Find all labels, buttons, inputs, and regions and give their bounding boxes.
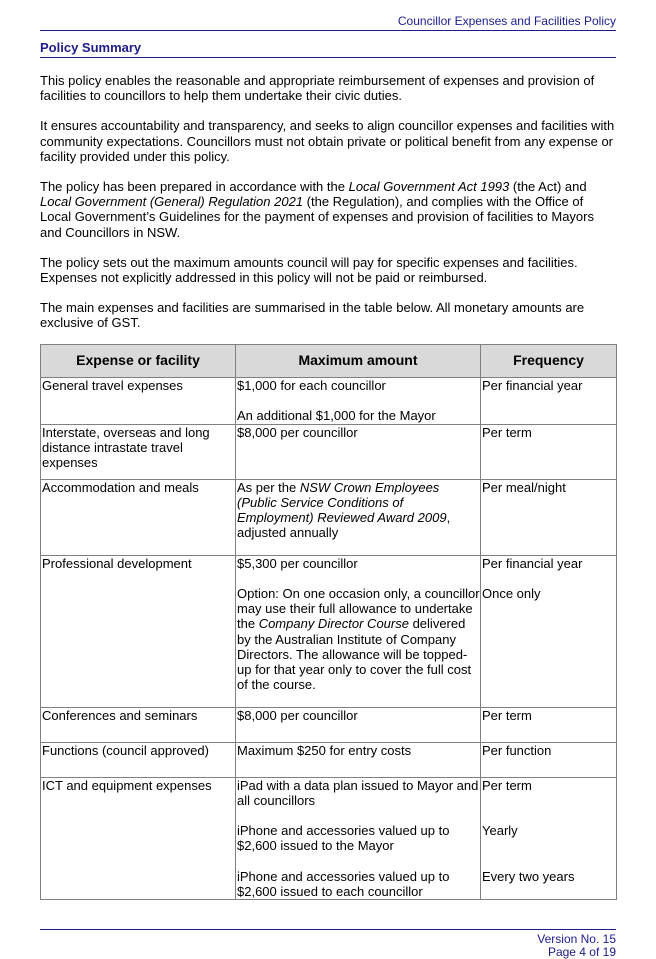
cell-frequency: Per meal/night — [481, 479, 617, 555]
table-row — [41, 555, 617, 707]
version-number: Version No. 15 — [537, 932, 616, 946]
table-row — [41, 742, 617, 777]
cell-expense: Accommodation and meals — [41, 479, 236, 555]
paragraph-1: This policy enables the reasonable and appropriate reimbursement of expenses and provision of facilities to councillors to help them undertake their civic duties. — [40, 73, 595, 104]
act-reference: Local Government Act 1993 — [348, 179, 510, 195]
cell-expense: Professional development — [41, 555, 236, 707]
cell-frequency: Per term Yearly Every two years — [481, 777, 617, 900]
cell-amount: $1,000 for each councillor An additional $1,000 for the Mayor — [236, 378, 481, 425]
cell-amount: Maximum $250 for entry costs — [236, 742, 481, 777]
cell-amount: $8,000 per councillor — [236, 424, 481, 479]
running-header — [40, 14, 616, 31]
paragraph-3: The policy has been prepared in accordance with the Local Government Act 1993 (the Act) and Local Government (General) Regulation 2021 (the Regulation), and complies with the Office of Local Government’s Guidelines for the payment of expenses and provision of facilities to Mayors and Councillors in NSW. — [40, 179, 594, 240]
paragraph-4: The policy sets out the maximum amounts council will pay for specific expenses and facilities. Expenses not explicitly addressed in this policy will not be paid or reimbursed. — [40, 254, 578, 286]
cell-expense: Functions (council approved) — [41, 742, 236, 777]
cell-frequency: Per financial year Once only — [481, 555, 617, 707]
table-row — [41, 777, 617, 900]
cell-frequency: Per term — [481, 707, 617, 742]
table-row — [41, 378, 617, 425]
page-number: Page 4 of 19 — [547, 945, 616, 959]
section-heading — [40, 40, 616, 58]
cell-expense: Conferences and seminars — [41, 707, 236, 742]
paragraph-2: It ensures accountability and transparency, and seeks to align councillor expenses and facilities with community expectations. Councillors must not obtain private or political benefit from any expense or facility provided under this policy. — [40, 118, 615, 164]
page-footer — [40, 929, 616, 959]
expenses-table — [40, 344, 617, 900]
cell-frequency: Per term — [481, 424, 617, 479]
cell-expense: Interstate, overseas and long distance intrastate travel expenses — [41, 424, 236, 479]
column-header-expense: Expense or facility — [41, 345, 236, 378]
cell-frequency: Per financial year — [481, 378, 617, 425]
cell-amount: $8,000 per councillor — [236, 707, 481, 742]
course-reference: Company Director Course — [258, 616, 409, 632]
cell-expense: General travel expenses — [41, 378, 236, 425]
paragraph-5: The main expenses and facilities are summarised in the table below. All monetary amounts are exclusive of GST. — [40, 300, 585, 331]
table-row — [41, 424, 617, 479]
document-title: Councillor Expenses and Facilities Policy — [397, 14, 616, 28]
award-reference: NSW Crown Employees (Public Service Conditions of Employment) Reviewed Award 2009 — [237, 479, 447, 525]
cell-amount: $5,300 per councillor Option: On one occasion only, a councillor may use their full allowance to undertake the Company Director Course delivered by the Australian Institute of Company Directors. The allowance will be topped-up for that year only to cover the full cost of the course. — [236, 555, 481, 707]
table-row — [41, 479, 617, 555]
policy-summary-text — [40, 73, 615, 346]
column-header-amount: Maximum amount — [236, 345, 481, 378]
cell-expense: ICT and equipment expenses — [41, 777, 236, 900]
regulation-reference: Local Government (General) Regulation 2021 — [40, 194, 304, 210]
cell-amount: iPad with a data plan issued to Mayor and all councillors iPhone and accessories valued up to $2,600 issued to the Mayor iPhone and accessories valued up to $2,600 issued to each councillor — [236, 777, 481, 900]
table-header-row — [41, 345, 617, 378]
column-header-frequency: Frequency — [481, 345, 617, 378]
table-row — [41, 707, 617, 742]
cell-amount: As per the NSW Crown Employees (Public Service Conditions of Employment) Reviewed Award 2009, adjusted annually — [236, 479, 481, 555]
section-title: Policy Summary — [40, 40, 142, 55]
cell-frequency: Per function — [481, 742, 617, 777]
